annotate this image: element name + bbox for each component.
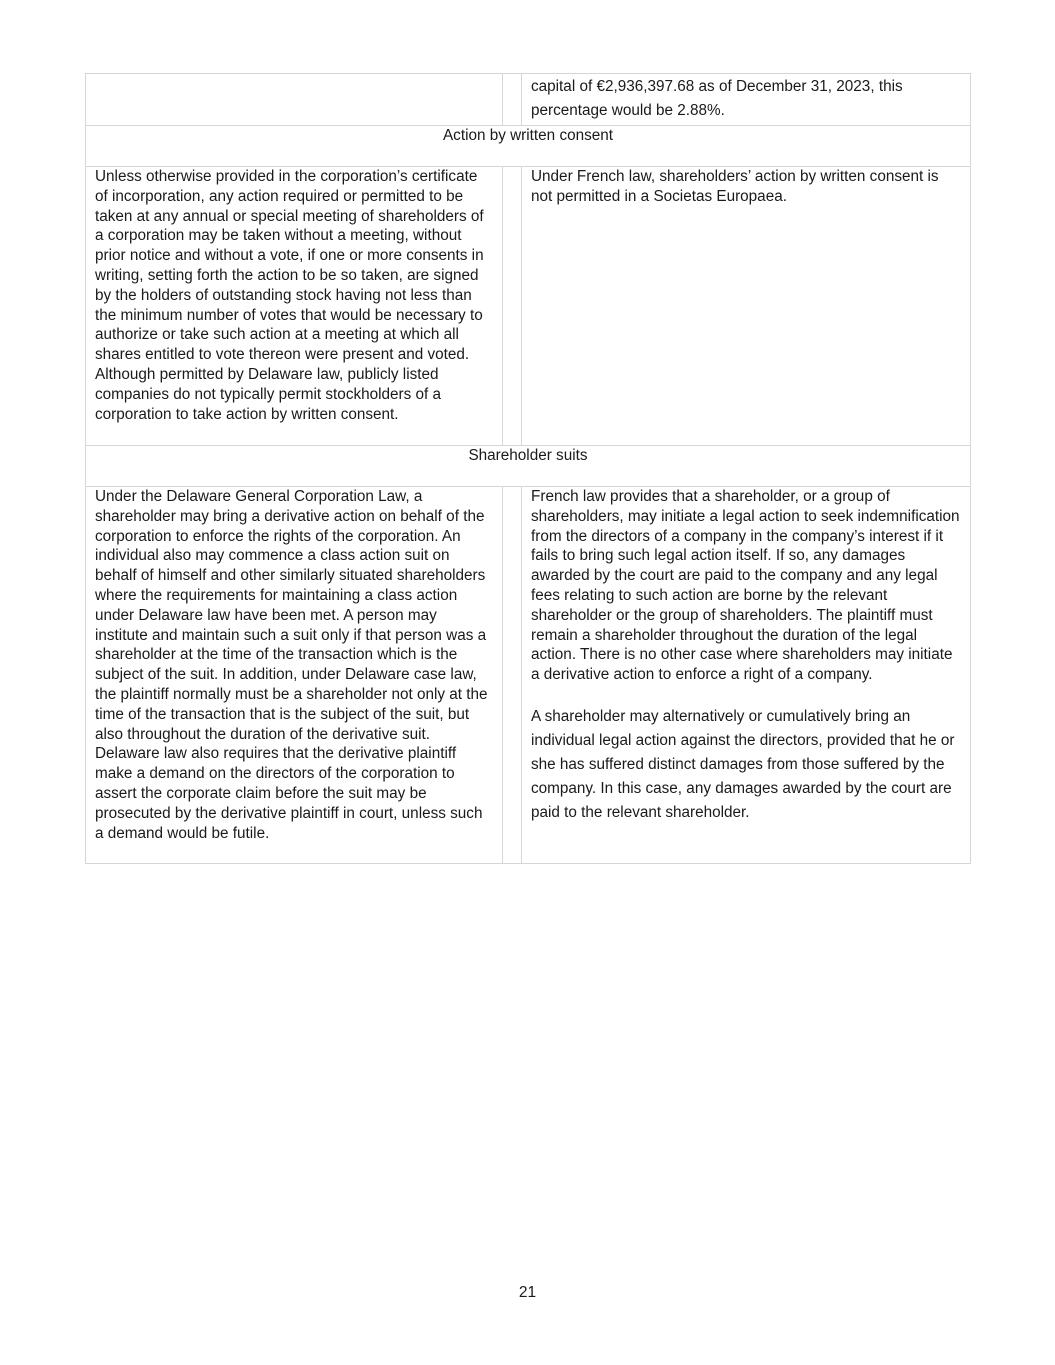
french-paragraph: French law provides that a shareholder, or a group of shareholders, may initiate a legal action to seek indemnification from the directors of a company in the company’s interest if it fails to bring such legal action itself. If so, any damages awarded by the court are paid to the company and any legal fees relating to such action are borne by the relevant shareholder or the group of shareholders. The plaintiff must remain a shareholder throughout the duration of the legal action. There is no other case where shareholders may initiate a derivative action to enforce a right of a company. xyxy=(531,488,960,684)
section-heading-text: Shareholder suits xyxy=(468,447,588,464)
delaware-paragraph: Unless otherwise provided in the corporation’s certificate of incorporation, any action required or permitted to be taken at any annual or special meeting of shareholders of a corporation may be taken without a meeting, without prior notice and without a vote, if one or more consents in writing, setting forth the action to be so taken, are signed by the holders of outstanding stock having not less than the minimum number of votes that would be necessary to authorize or take such action at a meeting at which all shares entitled to vote thereon were present and voted. Although permitted by Delaware law, publicly listed companies do not typically permit stockholders of a corporation to take action by written consent. xyxy=(95,168,484,423)
section-heading-consent xyxy=(86,126,971,167)
table-row-continued xyxy=(86,74,971,126)
section-heading-text: Action by written consent xyxy=(442,127,614,144)
delaware-cell xyxy=(86,167,503,446)
table-row-consent xyxy=(86,167,971,446)
section-heading-row xyxy=(86,446,971,487)
french-cell xyxy=(522,167,971,446)
right-cell-continued xyxy=(522,74,971,126)
delaware-cell xyxy=(86,487,503,864)
french-paragraph: Under French law, shareholders’ action by written consent is not permitted in a Societas Europaea. xyxy=(531,168,939,205)
continued-text: capital of €2,936,397.68 as of December 31, 2023, this percentage would be 2.88%. xyxy=(531,78,903,119)
table-row-suits xyxy=(86,487,971,864)
gap-cell xyxy=(503,167,522,446)
left-cell-empty xyxy=(86,74,503,126)
delaware-paragraph: Under the Delaware General Corporation Law, a shareholder may bring a derivative action on behalf of the corporation to enforce the rights of the corporation. An individual also may commence a class action suit on behalf of himself and other similarly situated shareholders where the requirements for maintaining a class action under Delaware law have been met. A person may institute and maintain such a suit only if that person was a shareholder at the time of the transaction which is the subject of the suit. In addition, under Delaware case law, the plaintiff normally must be a shareholder not only at the time of the transaction that is the subject of the suit, but also throughout the duration of the derivative suit. Delaware law also requires that the derivative plaintiff make a demand on the directors of the corporation to assert the corporate claim before the suit may be prosecuted by the derivative plaintiff in court, unless such a demand would be futile. xyxy=(95,488,488,842)
gap-cell xyxy=(503,487,522,864)
section-heading-row xyxy=(86,126,971,167)
french-cell xyxy=(522,487,971,864)
gap-cell xyxy=(503,74,522,126)
french-paragraph: A shareholder may alternatively or cumulatively bring an individual legal action against the directors, provided that he or she has suffered distinct damages from those suffered by the company. In this case, any damages awarded by the court are paid to the relevant shareholder. xyxy=(531,707,955,821)
section-heading-suits xyxy=(86,446,971,487)
comparison-table xyxy=(85,73,971,864)
page-number: 21 xyxy=(518,1284,537,1301)
